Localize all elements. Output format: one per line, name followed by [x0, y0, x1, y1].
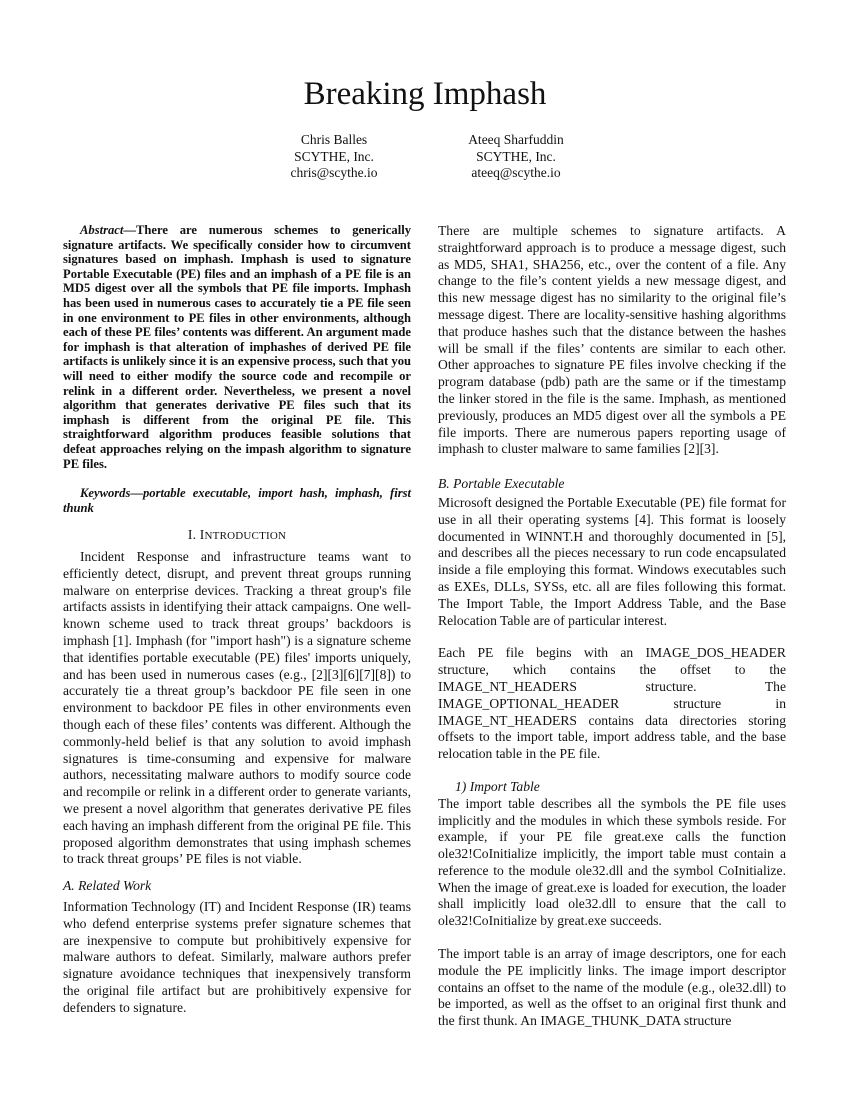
portable-executable-paragraph-1: Microsoft designed the Portable Executable (PE) file format for use in all their operating systems [4]. This format is loosely documented in WINNT.H and thoroughly documented in [5], and describes all the pieces necessary to run code encapsulated inside a file employing this format. Windows executables such as EXEs, DLLs, SYSs, etc. all are files following this format. The Import Table, the Import Address Table, and the Base Relocation Table are of particular interest. — [438, 494, 786, 628]
subsubsection-heading-import-table: 1) Import Table — [455, 778, 540, 794]
keywords: Keywords—portable executable, import hash, imphash, first thunk — [63, 486, 411, 515]
abstract-text: —There are numerous schemes to generically signature artifacts. We specifically consider how to circumvent signatures based on imphash. Imphash is used to signature Portable Executable (PE) files and an imphash of a PE file is an MD5 digest over all the symbols that PE file imports. Imphash has been used in numerous cases to accurately tie a PE file seen in one environment to PE files in other environments, although each of these PE files’ contents was different. An argument made for imphash is that alteration of imphashes of derived PE file artifacts is unlikely since it is an expensive process, such that you will need to either modify the source code and recompile or relink in a different order. Nevertheless, we present a novel algorithm that generates derivative PE files such that its imphash is different from the original PE file. This straightforward algorithm produces feasible solutions that defeat approaches relying on the impash algorithm to signature PE files. — [63, 223, 411, 471]
paper-title: Breaking Imphash — [303, 76, 547, 112]
import-table-paragraph-2: The import table is an array of image descriptors, one for each module the PE implicitly links. The image import descriptor contains an offset to the name of the module (e.g., ole32.dll) to be imported, as well as the offset to an original first thunk and the first thunk. An IMAGE_THUNK_DATA structure — [438, 946, 786, 1029]
author-email: ateeq@scythe.io — [471, 165, 561, 180]
left-column — [63, 223, 411, 1017]
signature-schemes-paragraph: There are multiple schemes to signature artifacts. A straightforward approach is to produce a message digest, such as MD5, SHA1, SHA256, etc., over the content of a file. Any change to the file’s content yields a new message digest, and this new message digest has no similarity to the original file’s message digest. There are locality-sensitive hashing algorithms that produce hashes such that the distance between the hashes will be small if the files’ contents are similar to each other. Other approaches to signature PE files involve checking if the program database (pdb) path are the same or if the timestamp the linker stored in the file is the same. Imphash, as mentioned previously, produces an MD5 digest over all the symbols a PE file imports. There are numerous papers reporting usage of imphash to cluster malware to same families [2][3]. — [438, 223, 786, 457]
author-affiliation: SCYTHE, Inc. — [476, 148, 556, 164]
subsection-heading-related-work: A. Related Work — [63, 878, 152, 894]
section-title-rest: NTRODUCTION — [204, 530, 287, 543]
author-affiliation: SCYTHE, Inc. — [294, 148, 374, 164]
abstract — [63, 223, 411, 471]
abstract-lead: Abstract — [80, 223, 124, 237]
author-name: Chris Balles — [300, 132, 368, 147]
author-name: Ateeq Sharfuddin — [468, 132, 564, 147]
section-heading-introduction — [63, 527, 411, 545]
section-first-letter: I — [199, 527, 205, 543]
import-table-paragraph-1: The import table describes all the symbols the PE file uses implicitly and the modules in which these symbols reside. For example, if your PE file great.exe calls the function ole32!CoInitialize implicitly, the import table must contain a reference to the module ole32.dll and the symbol CoInitialize. When the image of great.exe is loaded for execution, the loader shall implicitly load ole32.dll to ensure that the call to ole32!CoInitialize by great.exe succeeds. — [438, 795, 786, 929]
portable-executable-paragraph-2: Each PE file begins with an IMAGE_DOS_HEADER structure, which contains the offset to the IMAGE_NT_HEADERS structure. The IMAGE_OPTIONAL_HEADER structure in IMAGE_NT_HEADERS contains data directories storing offsets to the import table, import address table, and the base relocation table in the PE file. — [438, 645, 786, 762]
right-column — [438, 223, 786, 1030]
author-email: chris@scythe.io — [290, 165, 378, 180]
subsection-heading-portable-executable: B. Portable Executable — [438, 476, 565, 492]
introduction-paragraph: Incident Response and infrastructure teams want to efficiently detect, disrupt, and prevent threat groups running malware on enterprise devices. Tracking a threat group's file artifacts assists in identifying their attack campaigns. One well-known scheme used to track threat groups’ backdoors is imphash [1]. Imphash (for "import hash") is a signature scheme that identifies portable executable (PE) files' imports uniquely, and has been used in numerous cases (e.g., [2][3][6][7][8]) to accurately tie a threat group’s backdoor PE file seen in one environment to backdoor PE files in other environments even though each of these files’ contents was different. Although the commonly-held belief is that any solution to avoid imphash signatures is time-consuming and expensive for malware authors, necessitating malware authors to modify source code and recompile or relink in a different order to generate variants, we present a novel algorithm that generates derivative PE files each having an imphash different from the original PE file. This proposed algorithm demonstrates that using imphash schemes to track threat groups’ PE files is not viable. — [63, 549, 411, 867]
author-block-2 — [406, 132, 626, 182]
related-work-paragraph: Information Technology (IT) and Incident Response (IR) teams who defend enterprise systems prefer signature schemes that are inexpensive to compute but prohibitively expensive for malware authors to defeat. Similarly, malware authors prefer signature avoidance techniques that inexpensively transform the original file artifact but are prohibitively expensive for defenders to signature. — [63, 899, 411, 1015]
section-numeral: I. — [187, 527, 197, 543]
